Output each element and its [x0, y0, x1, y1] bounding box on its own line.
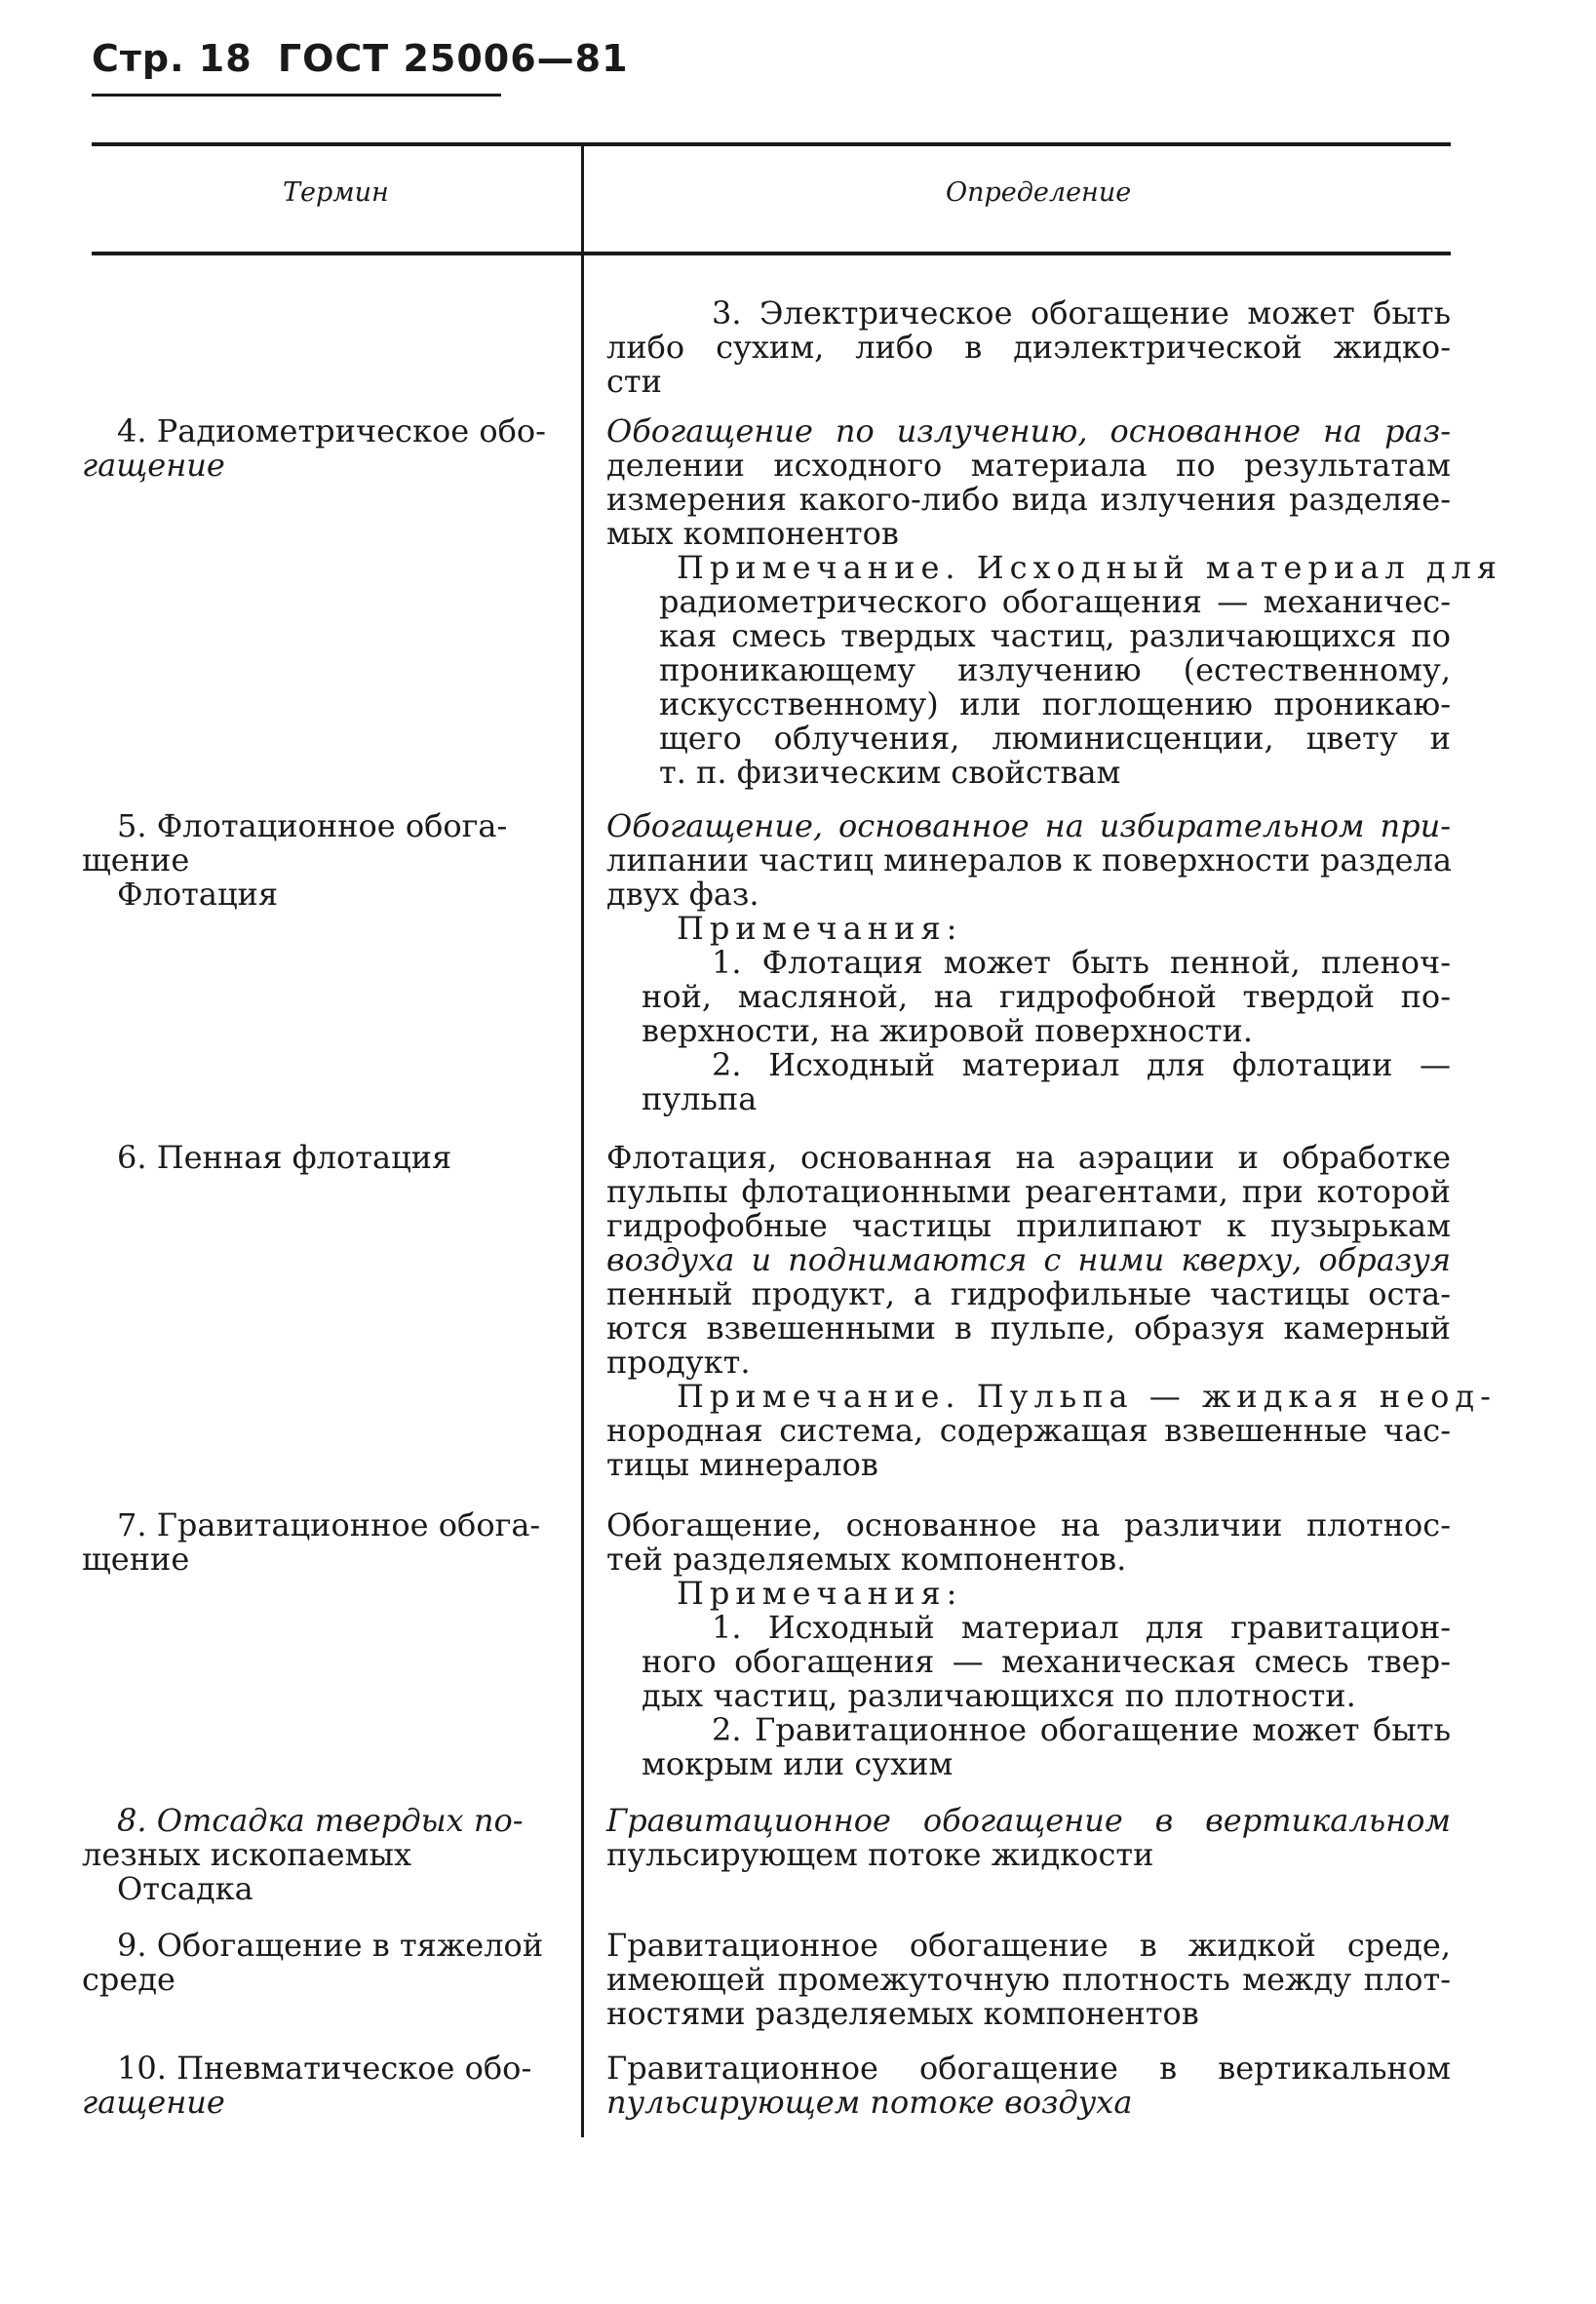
note-line: мокрым или сухим — [642, 1745, 954, 1782]
term-line: щение — [82, 841, 190, 879]
term-line: 5. Флотационное обога- — [117, 807, 508, 844]
note-line: ной, масляной, на гидрофобной твердой по- — [642, 978, 1451, 1015]
column-divider-body — [581, 255, 584, 2137]
definition-line: тей разделяемых компонентов. — [606, 1541, 1127, 1578]
term-line: лезных ископаемых — [82, 1836, 411, 1873]
term-line: 9. Обогащение в тяжелой — [117, 1927, 544, 1964]
column-divider-head — [581, 146, 584, 252]
note-line: т. п. физическим свойствам — [659, 754, 1121, 791]
note-line: ного обогащения — механическая смесь твер- — [642, 1643, 1451, 1680]
definition-line: имеющей промежуточную плотность между плот- — [606, 1961, 1451, 1998]
definition-line: ются взвешенными в пульпе, образуя камерный — [606, 1309, 1451, 1347]
definition-cell-10 — [606, 2051, 1451, 2120]
definition-line: воздуха и поднимаются с ними кверху, образуя — [606, 1241, 1451, 1278]
note-line: нородная система, содержащая взвешенные час- — [606, 1412, 1451, 1449]
definition-line: Обогащение, основанное на различии плотнос- — [606, 1506, 1451, 1543]
definition-line: либо сухим, либо в диэлектрической жидко- — [606, 329, 1451, 366]
definition-line: гидрофобные частицы прилипают к пузырькам — [606, 1207, 1451, 1244]
definition-line: липании частиц минералов к поверхности раздела — [606, 841, 1453, 879]
definition-cell-5 — [606, 809, 1451, 1116]
header-rule — [92, 94, 501, 97]
definition-cell-7 — [606, 1508, 1451, 1781]
note-line: пульпа — [642, 1080, 758, 1117]
note-line: щего облучения, люминисценции, цвету и — [659, 720, 1451, 757]
term-line: среде — [82, 1961, 175, 1998]
definition-line: пенный продукт, а гидрофильные частицы оста- — [606, 1275, 1451, 1312]
definition-cell-6 — [606, 1139, 1497, 1483]
term-line: 6. Пенная флотация — [117, 1139, 452, 1176]
term-line: 8. Отсадка твердых по- — [117, 1802, 524, 1839]
term-line: 7. Гравитационное обога- — [117, 1506, 541, 1543]
note-line: искусственному) или поглощению проникаю- — [659, 685, 1451, 722]
definition-line: Обогащение, основанное на избирательном при- — [606, 807, 1451, 844]
note-line: верхности, на жировой поверхности. — [642, 1012, 1254, 1049]
note-line: проникающему излучению (естественному, — [659, 651, 1451, 688]
definition-line: Обогащение по излучению, основанное на раз- — [606, 412, 1451, 449]
note-line: 2. Исходный материал для флотации — — [712, 1046, 1451, 1083]
term-cell-8 — [82, 1804, 550, 1906]
definition-line: мых компонентов — [606, 515, 899, 552]
term-line: Флотация — [117, 876, 279, 913]
note-line: 1. Флотация может быть пенной, пленоч- — [712, 944, 1451, 981]
term-cell-7 — [82, 1508, 550, 1577]
term-cell-5 — [82, 809, 550, 912]
term-line: щение — [82, 1541, 190, 1578]
note-line: кая смесь твердых частиц, различающихся по — [659, 617, 1451, 654]
column-header-term: Термин — [283, 177, 389, 208]
definition-line: Гравитационное обогащение в вертикальном — [606, 2050, 1451, 2087]
definition-cell-3 — [606, 296, 1451, 399]
definition-line: Гравитационное обогащение в вертикальном — [606, 1802, 1451, 1839]
term-cell-10 — [82, 2051, 550, 2120]
definition-line: Флотация, основанная на аэрации и обработке — [606, 1139, 1451, 1176]
term-line: Отсадка — [117, 1870, 253, 1907]
note-line: 2. Гравитационное обогащение может быть — [712, 1711, 1451, 1748]
term-line: гащение — [82, 447, 225, 484]
page-header — [92, 37, 641, 80]
definition-line: делении исходного материала по результатам — [606, 447, 1451, 484]
definition-line: пульпы флотационными реагентами, при которой — [606, 1173, 1451, 1210]
definition-cell-4 — [606, 412, 1503, 791]
standard-id: ГОСТ 25006—81 — [277, 37, 629, 80]
note-line: 1. Исходный материал для гравитацион- — [712, 1609, 1451, 1646]
note-line: тицы минералов — [606, 1446, 878, 1483]
term-line: 10. Пневматическое обо- — [117, 2050, 532, 2087]
definition-line: пульсирующем потоке воздуха — [606, 2084, 1133, 2121]
definition-cell-8 — [606, 1804, 1451, 1872]
definition-cell-9 — [606, 1929, 1451, 2031]
page-number: Стр. 18 — [92, 37, 253, 80]
definition-line: сти — [606, 363, 662, 400]
table-head-rule — [92, 252, 1451, 255]
note-line: радиометрического обогащения — механичес- — [659, 583, 1451, 620]
note-line: дых частиц, различающихся по плотности. — [642, 1677, 1356, 1714]
definition-line: Гравитационное обогащение в жидкой среде, — [606, 1927, 1451, 1964]
note-line: Примечания: — [677, 1575, 963, 1612]
definition-line: 3. Электрическое обогащение может быть — [712, 294, 1451, 332]
definition-line: продукт. — [606, 1344, 751, 1381]
term-line: 4. Радиометрическое обо- — [117, 412, 546, 449]
term-cell-4 — [82, 414, 550, 483]
note-line: Примечания: — [677, 910, 963, 947]
note-line: Примечание. Исходный материал для — [677, 549, 1503, 586]
note-line: Примечание. Пульпа — жидкая неод- — [677, 1378, 1497, 1415]
term-cell-6 — [82, 1141, 550, 1175]
definition-line: двух фаз. — [606, 876, 759, 913]
term-cell-9 — [82, 1929, 550, 1997]
table-top-rule — [92, 142, 1451, 146]
definition-line: измерения какого-либо вида излучения разделяе- — [606, 481, 1451, 518]
column-header-definition: Определение — [946, 177, 1132, 208]
term-line: гащение — [82, 2084, 225, 2121]
definition-line: пульсирующем потоке жидкости — [606, 1836, 1154, 1873]
definition-line: ностями разделяемых компонентов — [606, 1995, 1199, 2032]
